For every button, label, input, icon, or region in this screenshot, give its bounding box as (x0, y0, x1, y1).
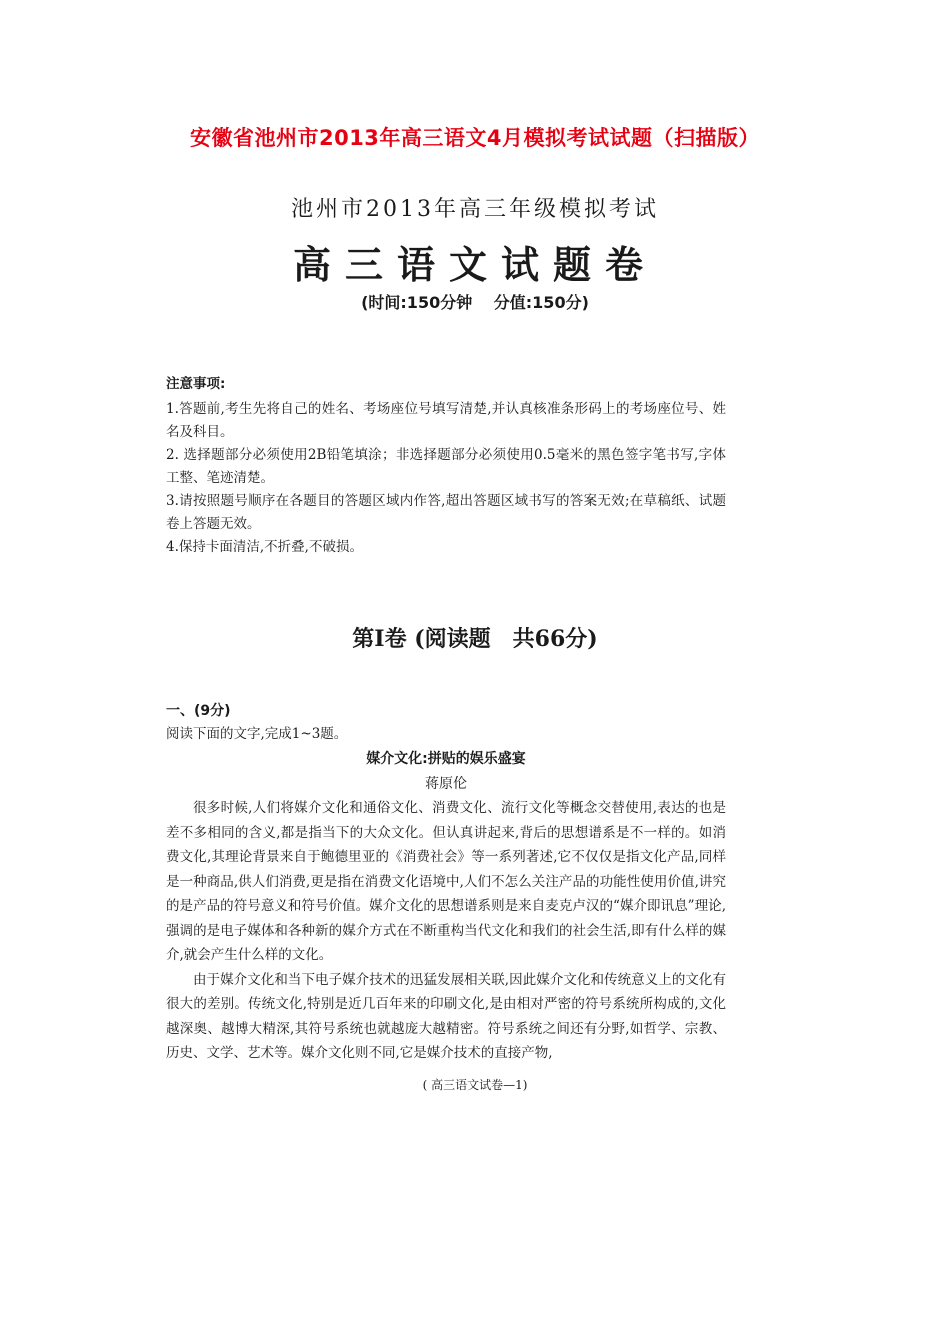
notice-title: 注意事项: (166, 376, 226, 392)
exam-subtitle: 池州市2013年高三年级模拟考试 (291, 197, 659, 222)
notice-item: 3.请按照题号顺序在各题目的答题区域内作答,超出答题区域书写的答案无效;在草稿纸、试题卷上答题无效。 (166, 493, 726, 532)
article-author: 蒋原伦 (425, 776, 467, 792)
exam-main-title: 高三语文试题卷 (292, 243, 657, 287)
article-paragraph: 由于媒介文化和当下电子媒介技术的迅猛发展相关联,因此媒介文化和传统意义上的文化有很大的差别。传统文化,特别是近几百年来的印刷文化,是由相对严密的符号系统所构成的,文化越深奥、越博大精深,其符号系统也就越庞大越精密。符号系统之间还有分野,如哲学、宗教、历史、文学、艺术等。媒介文化则不同,它是媒介技术的直接产物, (166, 971, 726, 1061)
article-title: 媒介文化:拼贴的娱乐盛宴 (366, 751, 526, 767)
document-title: 安徽省池州市2013年高三语文4月模拟考试试题（扫描版） (189, 126, 761, 150)
part-label: 一、(9分) (166, 703, 231, 719)
notice-item: 2. 选择题部分必须使用2B铅笔填涂；非选择题部分必须使用0.5毫米的黑色签字笔书写,字体工整、笔迹清楚。 (166, 447, 726, 486)
part-instruction: 阅读下面的文字,完成1~3题。 (166, 726, 348, 742)
notice-block (166, 372, 726, 559)
notice-item: 1.答题前,考生先将自己的姓名、考场座位号填写清楚,并认真核准条形码上的考场座位号、姓名及科目。 (166, 401, 726, 440)
notice-item: 4.保持卡面清洁,不折叠,不破损。 (166, 539, 363, 555)
section-heading: 第I卷 (阅读题 共66分) (352, 626, 598, 652)
reading-part-1 (166, 700, 726, 1066)
page-footer: ( 高三语文试卷—1) (422, 1078, 528, 1092)
article-paragraph: 很多时候,人们将媒介文化和通俗文化、消费文化、流行文化等概念交替使用,表达的也是差不多相同的含义,都是指当下的大众文化。但认真讲起来,背后的思想谱系是不一样的。如消费文化,其理论背景来自于鲍德里亚的《消费社会》等一系列著述,它不仅仅是指文化产品,同样是一种商品,供人们消费,更是指在消费文化语境中,人们不怎么关注产品的功能性使用价值,讲究的是产品的符号意义和符号价值。媒介文化的思想谱系则是来自麦克卢汉的“媒介即讯息”理论,强调的是电子媒体和各种新的媒介方式在不断重构当代文化和我们的社会生活,即有什么样的媒介,就会产生什么样的文化。 (166, 800, 726, 963)
exam-time-score: (时间:150分钟 分值:150分) (361, 293, 589, 312)
